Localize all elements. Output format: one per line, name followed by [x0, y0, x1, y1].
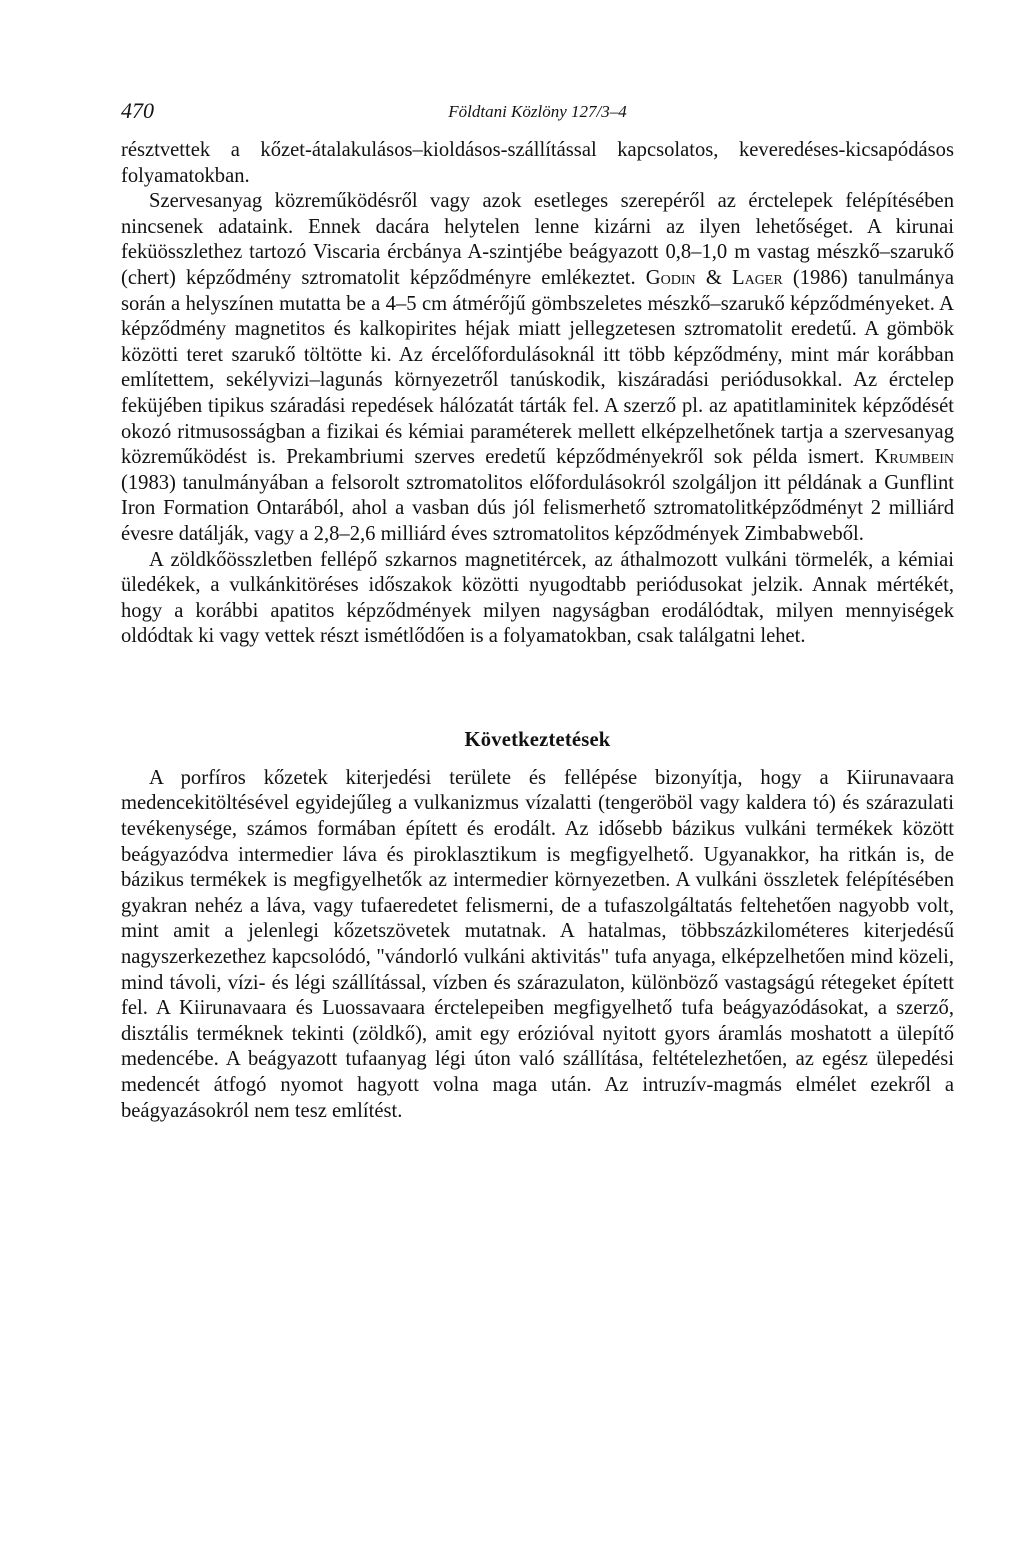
paragraph-conclusions: A porfíros kőzetek kiterjedési területe és fellépése bizonyítja, hogy a Kiirunavaara medencekitöltésével egyidejűleg a vulkanizmus vízalatti (tengeröböl vagy kaldera tó) és szárazulati tevékenysége, számos formában épített és erodált. Az idősebb bázikus vulkáni termékek között beágyazódva intermedier láva és piroklasztikum is megfigyelhető. Ugyanakkor, ha ritkán is, de bázikus termékek is megfigyelhetők az intermedier környezetben. A vulkáni összletek felépítésében gyakran nehéz a láva, vagy tufaeredetet felismerni, de a tufaszolgáltatás feltehetően nagyobb volt, mint amit a jelenlegi kőzetszövetek mutatnak. A hatalmas, többszázkilométeres kiterjedésű nagyszerkezethez kapcsolódó, "vándorló vulkáni aktivitás" tufa anyaga, elképzelhetően mind közeli, mind távoli, vízi- és légi szállítással, vízben és szárazulaton, különböző vastagságú rétegeket épített fel. A Kiirunavaara és Luossavaara érctelepeiben megfigyelhető tufa beágyazódásokat, a szerző, disztális terméknek tekinti (zöldkő), amit egy erózióval nyitott gyors áramlás moshatott a ülepítő medencébe. A beágyazott tufaanyag légi úton való szállítása, feltételezhetően, az egész ülepedési medencét átfogó nyomot hagyott volna maga után. Az intruzív-magmás elmélet ezekről a beágyazásokról nem tesz említést.: [121, 766, 954, 1122]
journal-reference: Földtani Közlöny 127/3–4: [448, 102, 627, 121]
body-text: [121, 138, 954, 1124]
section-heading-conclusions: Következtetések: [464, 728, 611, 751]
author-name-lager: Lager: [732, 266, 783, 289]
author-name-krumbein: Krumbein: [874, 446, 954, 469]
paragraph-continuation: résztvettek a kőzet-átalakulásos–kioldásos-szállítással kapcsolatos, keveredéses-kicsapódásos folyamatokban.: [121, 139, 954, 187]
paragraph-text: Szervesanyag közreműködésről vagy azok esetleges szerepéről az érctelepek felépítésében nincsenek adataink. Ennek dacára helytelen lenne kizárni az ilyen lehetőséget. A kirunai feküösszlethez tartozó Viscaria ércbánya A-szintjébe beágyazott 0,8–1,0 m vastag mészkő–szarukő (chert) képződmény sztromatolit képződményre emlékeztet.: [121, 190, 954, 289]
paragraph-text: (1986) tanulmánya során a helyszínen mutatta be a 4–5 cm átmérőjű gömbszeletes mészkő–szarukő képződményeket. A képződmény magnetitos és kalkopirites héjak miatt jellegzetesen sztromatolit eredetű. A gömbök közötti teret szarukő töltötte ki. Az ércelőfordulásoknál itt több képződmény, mint már korábban említettem, sekélyvizi–lagunás környezetről tanúskodik, kiszáradási periódusokkal. Az érctelep feküjében tipikus száradási repedések hálózatát tárták fel. A szerző pl. az apatitlaminitek képződését okozó ritmusosságban a fizikai és kémiai paraméterek mellett elképzelhetőnek tartja a szervesanyag közreműködést is. Prekambriumi szerves eredetű képződményekről sok példa ismert.: [121, 266, 954, 469]
paragraph-greenstone: A zöldkőösszletben fellépő szkarnos magnetitércek, az áthalmozott vulkáni törmelék, a kémiai üledékek, a vulkánkitöréses időszakok közötti nyugodtabb periódusokat jelzik. Annak mértékét, hogy a korábbi apatitos képződmények milyen nagyságban erodálódtak, milyen mennyiségek oldódtak ki vagy vettek részt ismétlődően is a folyamatokban, csak találgatni lehet.: [121, 548, 954, 648]
paragraph-text: (1983) tanulmányában a felsorolt sztromatolitos előfordulásokról szolgáljon itt példának a Gunflint Iron Formation Ontarából, ahol a vasban dús jól felismerhető sztromatolitképződményt 2 milliárd évesre datálják, vagy a 2,8–2,6 milliárd éves sztromatolitos képződmények Zimbabweből.: [121, 471, 954, 545]
page-number: 470: [121, 98, 154, 123]
author-name-godin: Godin: [645, 266, 696, 289]
document-page: [121, 98, 954, 1124]
running-head: [121, 98, 954, 138]
author-ampersand: &: [695, 266, 732, 289]
paragraph-organic-matter: [121, 189, 954, 547]
